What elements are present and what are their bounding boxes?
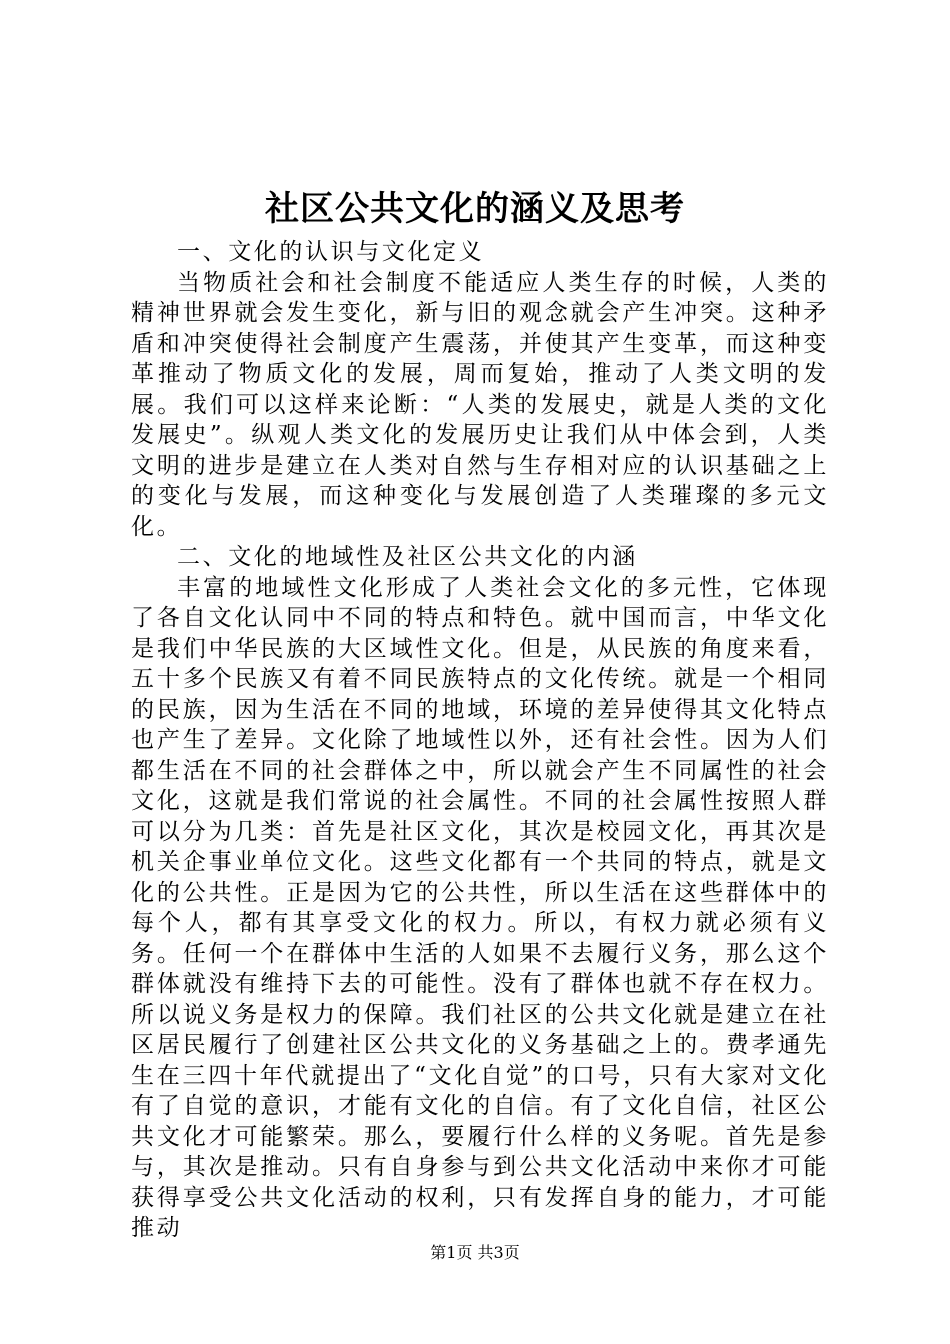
section-paragraph-1: 当物质社会和社会制度不能适应人类生存的时候，人类的精神世界就会发生变化，新与旧的观念就会产生冲突。这种矛盾和冲突使得社会制度产生震荡，并使其产生变革，而这种变革推动了物质文化的发展，周而复始，推动了人类文明的发展。我们可以这样来论断：“人类的发展史，就是人类的文化发展史”。纵观人类文化的发展历史让我们从中体会到，人类文明的进步是建立在人类对自然与生存相对应的认识基础之上的变化与发展，而这种变化与发展创造了人类璀璨的多元文化。: [131, 269, 829, 540]
section-heading-2: 二、文化的地域性及社区公共文化的内涵: [177, 544, 638, 570]
document-body: [131, 237, 829, 1244]
page-number-footer: 第1页 共3页: [430, 1243, 520, 1262]
section-paragraph-2: 丰富的地域性文化形成了人类社会文化的多元性，它体现了各自文化认同中不同的特点和特色。就中国而言，中华文化是我们中华民族的大区域性文化。但是，从民族的角度来看，五十多个民族又有着不同民族特点的文化传统。就是一个相同的民族，因为生活在不同的地域，环境的差异使得其文化特点也产生了差异。文化除了地域性以外，还有社会性。因为人们都生活在不同的社会群体之中，所以就会产生不同属性的社会文化，这就是我们常说的社会属性。不同的社会属性按照人群可以分为几类：首先是社区文化，其次是校园文化，再其次是机关企事业单位文化。这些文化都有一个共同的特点，就是文化的公共性。正是因为它的公共性，所以生活在这些群体中的每个人，都有其享受文化的权力。所以，有权力就必须有义务。任何一个在群体中生活的人如果不去履行义务，那么这个群体就没有维持下去的可能性。没有了群体也就不存在权力。所以说义务是权力的保障。我们社区的公共文化就是建立在社区居民履行了创建社区公共文化的义务基础之上的。费孝通先生在三四十年代就提出了“文化自觉”的口号，只有大家对文化有了自觉的意识，才能有文化的自信。有了文化自信，社区公共文化才可能繁荣。那么，要履行什么样的义务呢。首先是参与，其次是推动。只有自身参与到公共文化活动中来你才可能获得享受公共文化活动的权利，只有发挥自身的能力，才可能推动: [131, 574, 829, 1241]
section-heading-1: 一、文化的认识与文化定义: [177, 239, 485, 265]
document-title: 社区公共文化的涵义及思考: [265, 189, 685, 229]
